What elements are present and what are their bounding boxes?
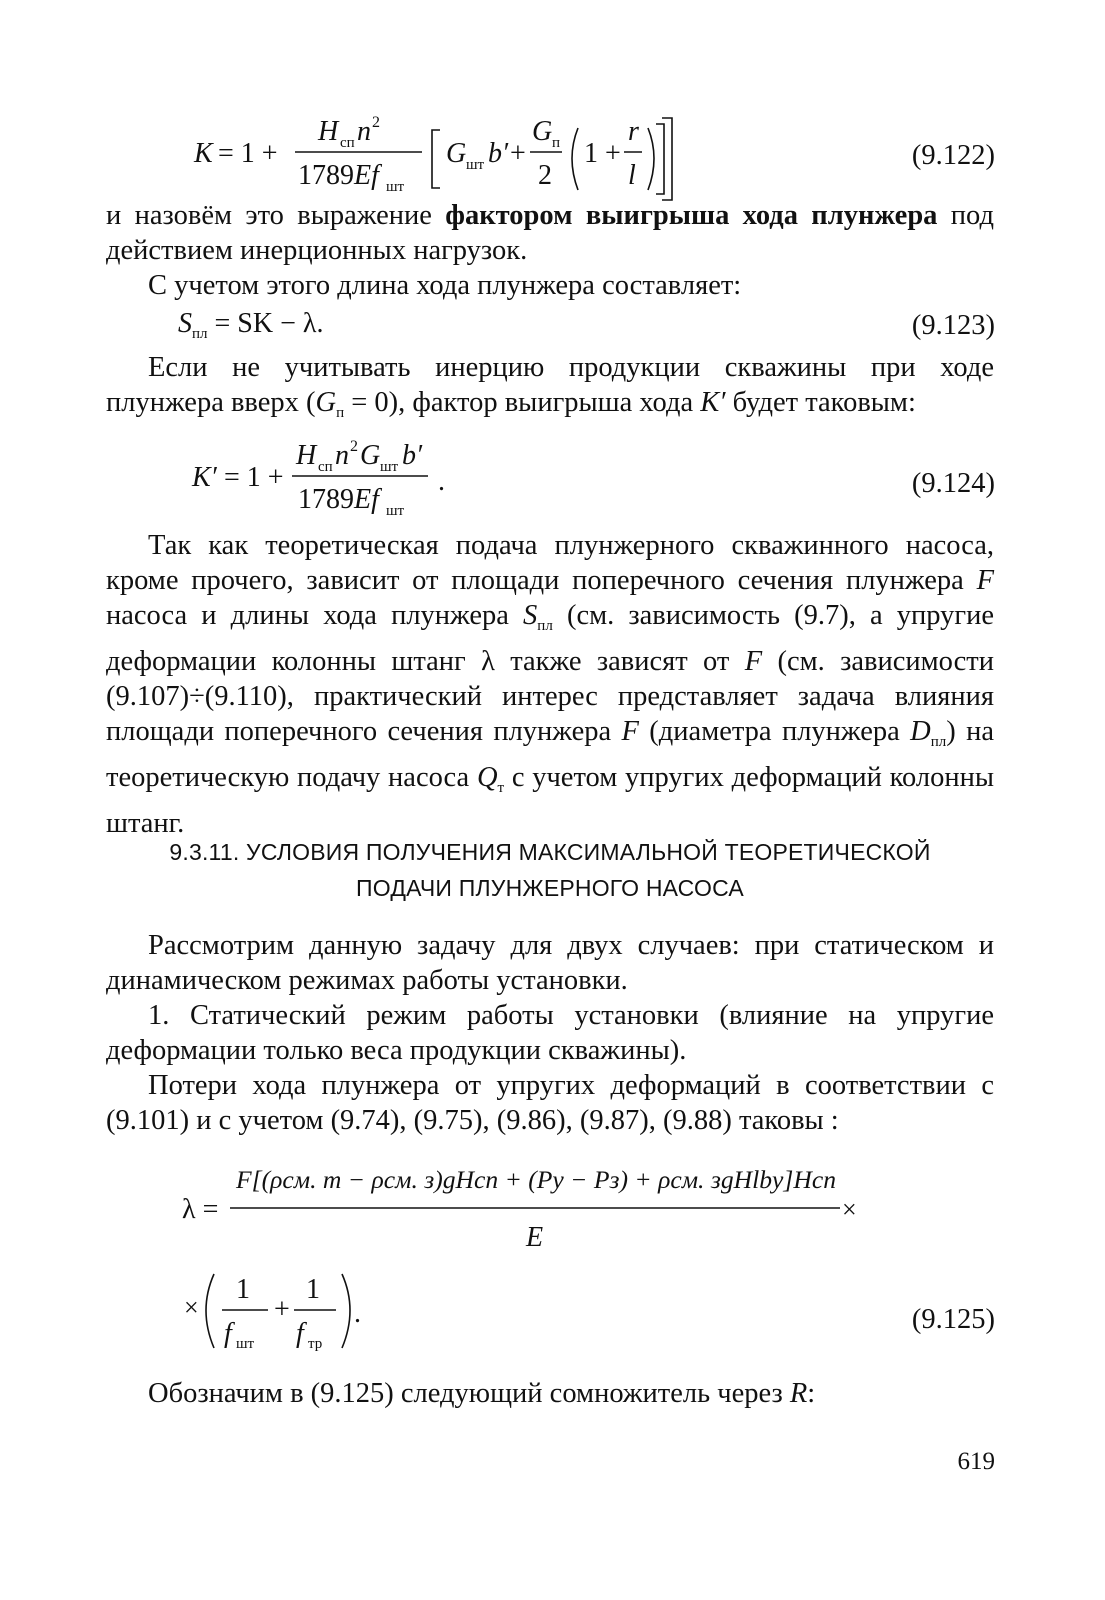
paragraph-denote-r: Обозначим в (9.125) следующий сомножитель через R:: [148, 1378, 816, 1409]
equation-number-9-122: (9.122): [911, 140, 995, 171]
svg-text:шт: шт: [466, 157, 485, 173]
svg-text:K: K: [194, 138, 213, 169]
equation-number-9-124: (9.124): [911, 468, 995, 499]
svg-text:H: H: [318, 116, 339, 147]
svg-text:Ef: Ef: [354, 484, 379, 515]
svg-text:F[(ρсм. т − ρсм. з)gHсп + (Pу: F[(ρсм. т − ρсм. з)gHсп + (Pу − Pз) + ρсм. зgHlby]Hсп: [234, 1167, 836, 1194]
svg-text:r: r: [628, 116, 639, 147]
svg-text:сп: сп: [318, 459, 333, 475]
svg-text:E: E: [526, 1222, 544, 1253]
svg-text:G: G: [446, 138, 467, 169]
equation-9-124: [150, 436, 490, 526]
svg-text:1: 1: [306, 1274, 320, 1305]
svg-text:1: 1: [236, 1274, 250, 1305]
svg-text:n: n: [357, 116, 371, 147]
svg-text:f: f: [224, 1318, 232, 1349]
equation-9-123: $S_{пл}$ = SK − λ.: [178, 308, 324, 342]
svg-text:шт: шт: [380, 459, 399, 475]
equation-number-9-125: (9.125): [911, 1304, 995, 1335]
svg-text:×: ×: [842, 1195, 857, 1224]
svg-text:2: 2: [538, 160, 552, 191]
svg-text:λ =: λ =: [182, 1194, 219, 1225]
svg-text:2: 2: [350, 438, 358, 455]
page-number: 619: [957, 1448, 995, 1475]
svg-text:1789: 1789: [298, 484, 354, 515]
svg-text:K′: K′: [192, 462, 217, 493]
paragraph-theoretical-delivery: Так как теоретическая подача плунжерного скважинного насоса, кроме прочего, зависит от площади поперечного сечения плунжера F насоса и длины хода плунжера $S_{пл}$ (см. зависимость (9.7), а упругие деформации колонны штанг λ также зависят от F (см. зависимости (9.107)÷(9.110), практический интерес представляет задача влияния площади поперечного сечения плунжера F (диаметра плунжера $D_{пл}$) на теоретическую подачу насоса $Q_т$ с учетом упругих деформаций колонны штанг.: [106, 530, 994, 839]
paragraph-static-mode: 1. Статический режим работы установки (влияние на упругие деформации только веса продукции скважины).: [106, 1000, 994, 1066]
svg-text:+: +: [274, 1294, 290, 1325]
svg-text:×: ×: [184, 1293, 199, 1322]
section-heading: [100, 834, 1000, 906]
section-heading-line1: 9.3.11. УСЛОВИЯ ПОЛУЧЕНИЯ МАКСИМАЛЬНОЙ ТЕОРЕТИЧЕСКОЙ: [169, 839, 931, 865]
svg-text:= 1 +: = 1 +: [218, 138, 278, 169]
equation-9-125: [170, 1152, 870, 1372]
svg-text:шт: шт: [386, 179, 405, 195]
svg-text:+: +: [510, 138, 526, 169]
svg-text:.: .: [354, 1298, 361, 1329]
svg-text:1789: 1789: [298, 160, 354, 191]
svg-text:b′: b′: [402, 440, 423, 471]
svg-text:сп: сп: [340, 135, 355, 151]
svg-text:.: .: [438, 466, 445, 497]
svg-text:f: f: [296, 1318, 304, 1349]
svg-text:шт: шт: [236, 1336, 255, 1352]
paragraph-no-inertia: Если не учитывать инерцию продукции скважины при ходе плунжера вверх $(G_п = 0)$, фактор выигрыша хода K′ будет таковым:: [106, 352, 994, 421]
svg-text:n: n: [335, 440, 349, 471]
paragraph-factor-definition: и назовём это выражение фактором выигрыша хода плунжера под действием инерционных нагрузок.: [106, 200, 994, 266]
equation-9-122: [150, 100, 710, 210]
section-heading-line2: ПОДАЧИ ПЛУНЖЕРНОГО НАСОСА: [356, 875, 744, 901]
equation-number-9-123: (9.123): [911, 310, 995, 341]
svg-text:b′: b′: [488, 138, 509, 169]
svg-text:G: G: [360, 440, 381, 471]
svg-text:тр: тр: [308, 1336, 323, 1352]
svg-text:шт: шт: [386, 503, 405, 519]
svg-text:п: п: [552, 135, 561, 151]
paragraph-stroke-length: С учетом этого длина хода плунжера составляет:: [148, 270, 742, 301]
svg-text:G: G: [532, 116, 553, 147]
svg-text:l: l: [628, 160, 636, 191]
svg-text:Ef: Ef: [354, 160, 379, 191]
svg-text:H: H: [296, 440, 317, 471]
svg-text:= 1 +: = 1 +: [224, 462, 284, 493]
svg-text:2: 2: [372, 114, 380, 131]
svg-text:1 +: 1 +: [584, 138, 621, 169]
paragraph-stroke-losses: Потери хода плунжера от упругих деформаций в соответствии с (9.101) и с учетом (9.74), (9.75), (9.86), (9.87), (9.88) таковы :: [106, 1070, 994, 1136]
paragraph-two-cases: Рассмотрим данную задачу для двух случаев: при статическом и динамическом режимах работы установки.: [106, 930, 994, 996]
